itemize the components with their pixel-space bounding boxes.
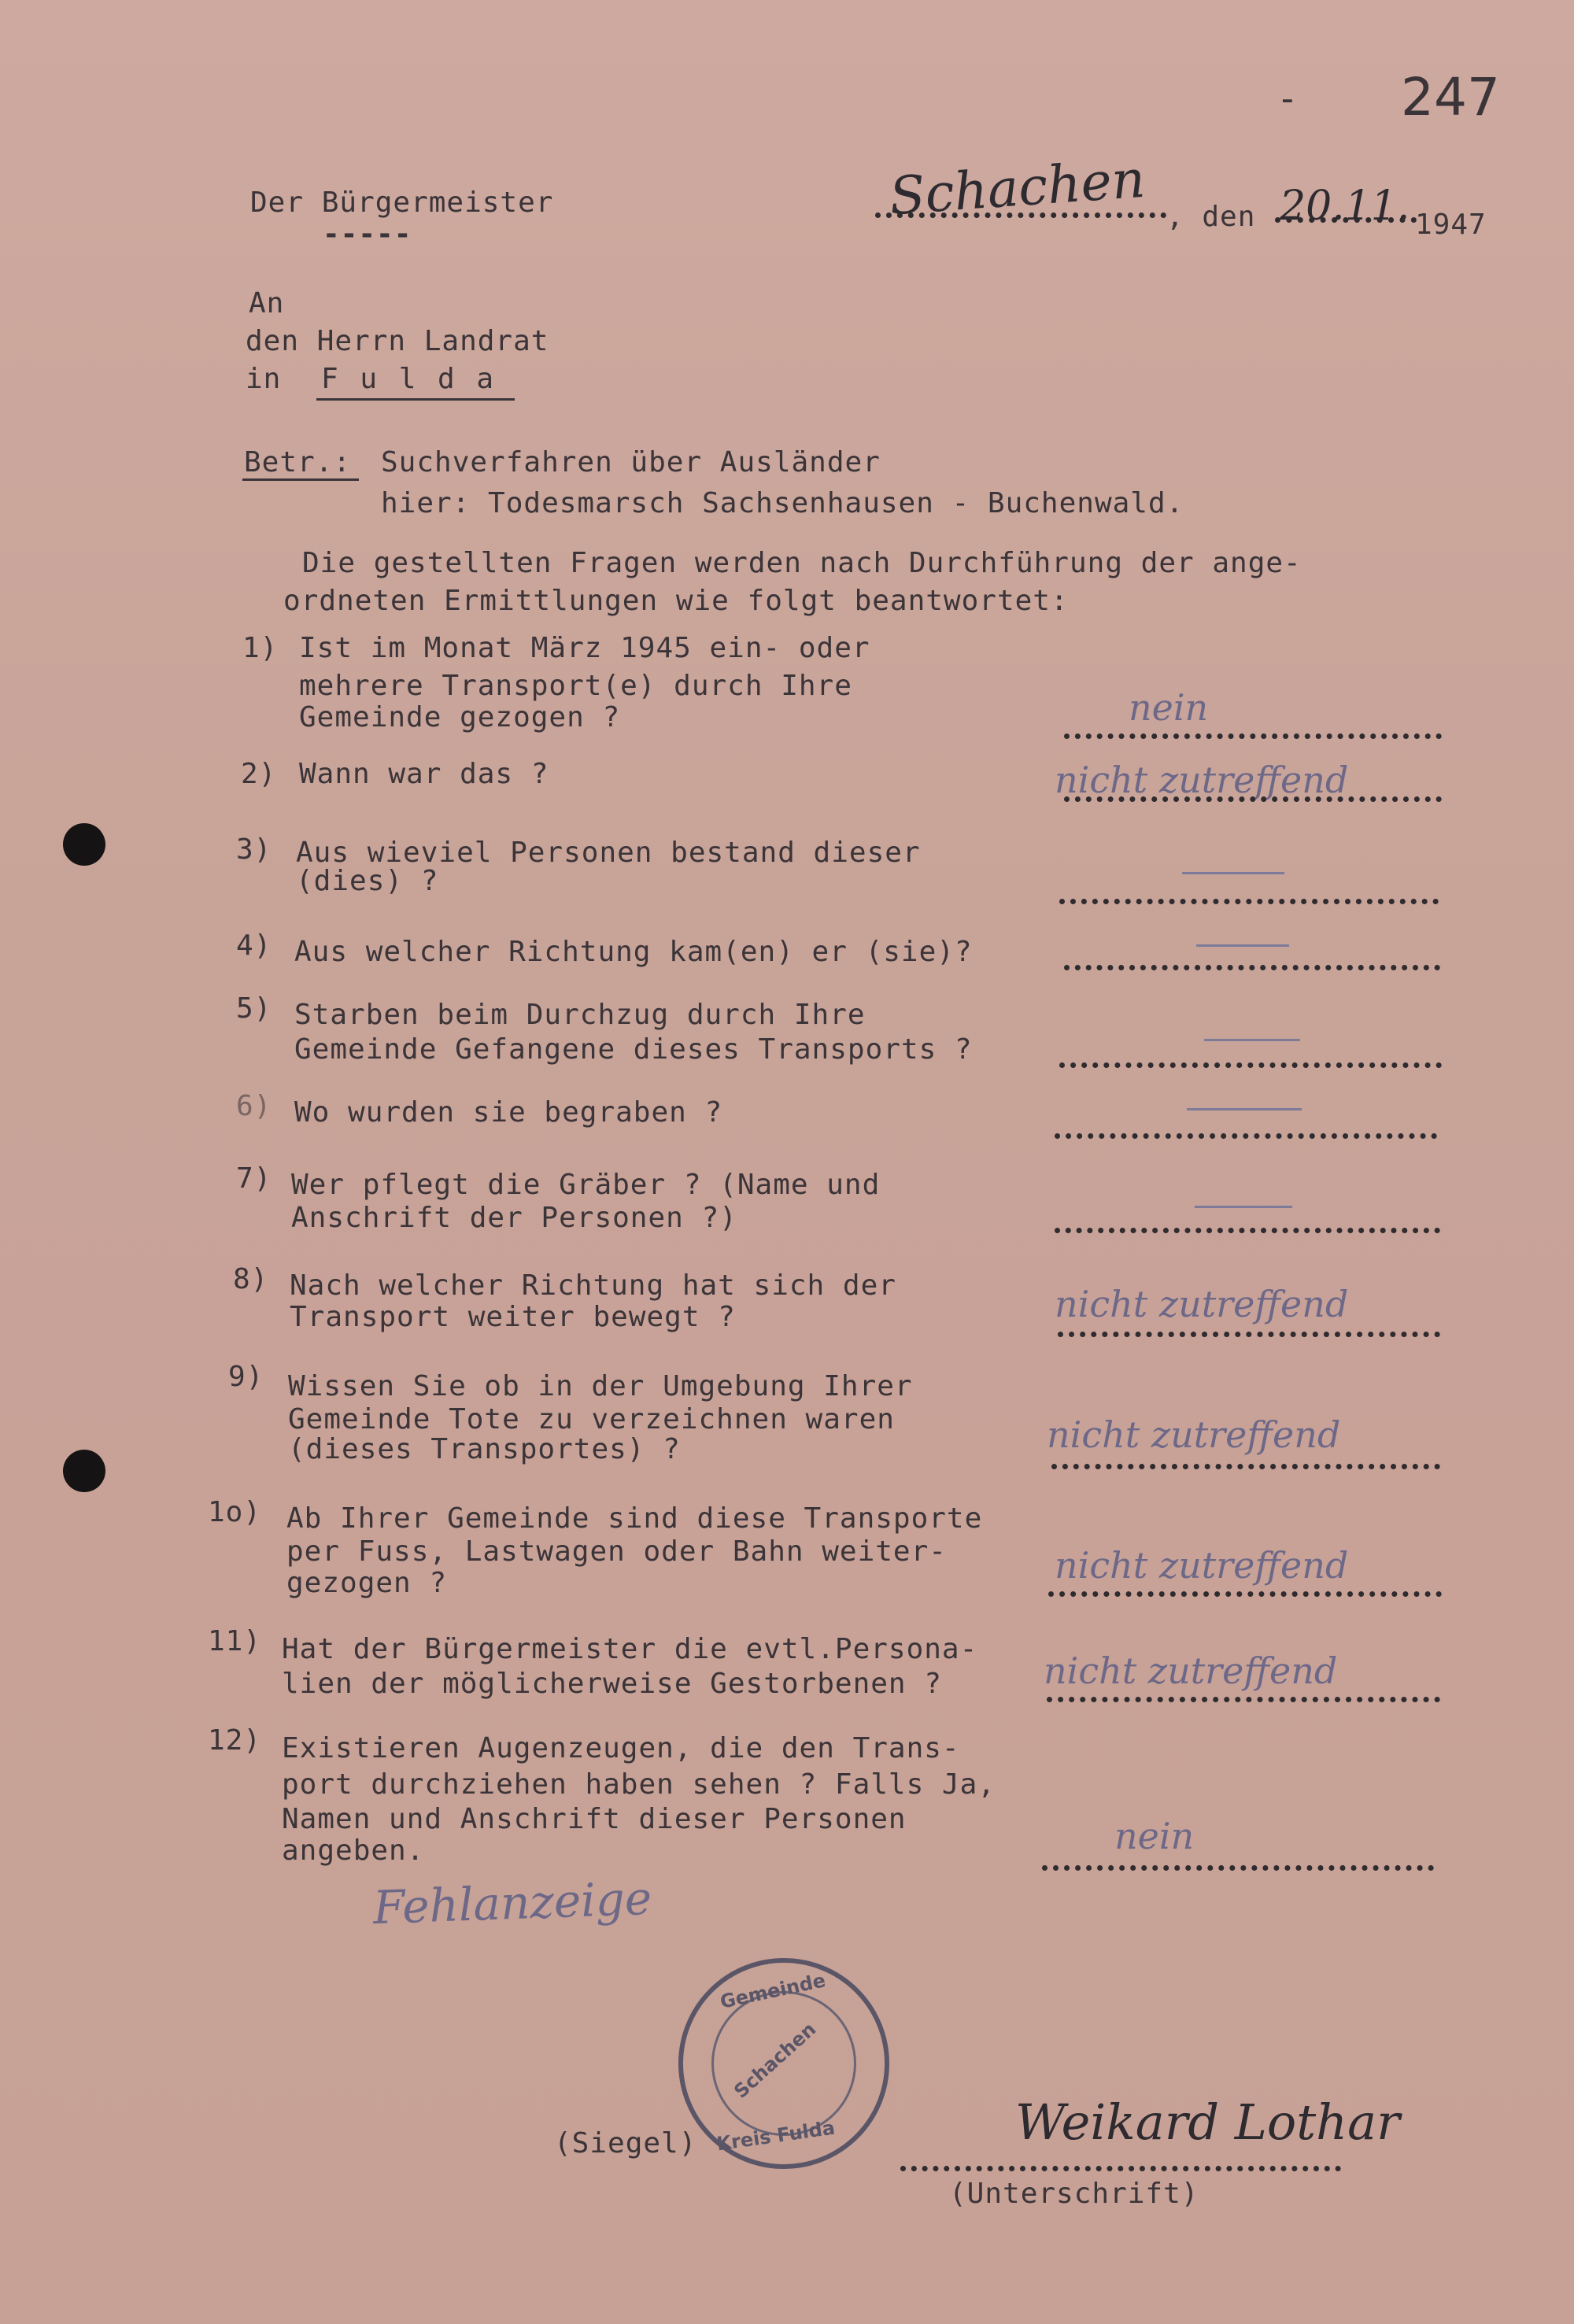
question-number: 11) xyxy=(208,1625,262,1657)
seal-text-center: Schachen xyxy=(730,2018,821,2103)
answer-dotted-line xyxy=(1051,1464,1440,1469)
answer-dotted-line xyxy=(1047,1697,1440,1702)
address-line-3-prefix: in xyxy=(246,363,282,395)
answer-dotted-line xyxy=(1064,733,1442,739)
question-line: Wann war das ? xyxy=(299,758,549,790)
question-line: Transport weiter bewegt ? xyxy=(290,1301,736,1333)
question-line: Wissen Sie ob in der Umgebung Ihrer xyxy=(288,1370,913,1402)
question-line: Ab Ihrer Gemeinde sind diese Transporte xyxy=(286,1502,983,1535)
address-line-2: den Herrn Landrat xyxy=(246,325,549,357)
municipal-seal xyxy=(678,1958,889,2169)
page-number: 247 xyxy=(1401,67,1500,127)
question-line: Ist im Monat März 1945 ein- oder xyxy=(299,632,870,664)
subject-line-2: hier: Todesmarsch Sachsenhausen - Buchenwald. xyxy=(381,487,1184,519)
intro-line-1: Die gestellten Fragen werden nach Durchführung der ange- xyxy=(302,547,1302,579)
answer-dotted-line xyxy=(1058,1332,1440,1337)
sender-underline: ----- xyxy=(323,218,412,250)
question-line: lien der möglicherweise Gestorbenen ? xyxy=(282,1668,942,1700)
signature-dotted-line xyxy=(900,2166,1341,2171)
question-line: gezogen ? xyxy=(286,1567,448,1599)
fehlanzeige-handwritten: Fehlanzeige xyxy=(371,1871,653,1935)
question-line: Nach welcher Richtung hat sich der xyxy=(290,1269,896,1302)
question-number: 2) xyxy=(241,758,277,790)
question-line: Starben beim Durchzug durch Ihre xyxy=(294,999,866,1031)
question-line: angeben. xyxy=(282,1834,425,1867)
date-dotted-line xyxy=(1275,217,1417,223)
seal-text-top: Gemeinde xyxy=(718,1969,828,2013)
question-line: Gemeinde Tote zu verzeichnen waren xyxy=(288,1403,895,1435)
question-line: Wo wurden sie begraben ? xyxy=(294,1096,723,1129)
place-dotted-line xyxy=(875,212,1166,218)
question-line: Hat der Bürgermeister die evtl.Persona- xyxy=(282,1633,978,1665)
answer-handwritten: nicht zutreffend xyxy=(1047,1413,1341,1456)
sender: Der Bürgermeister xyxy=(250,187,554,219)
question-number: 7) xyxy=(236,1162,272,1195)
answer-dotted-line xyxy=(1055,1133,1437,1139)
year: 1947 xyxy=(1415,209,1487,241)
answer-dotted-line xyxy=(1048,1591,1442,1597)
answer-dotted-line xyxy=(1042,1865,1434,1871)
question-number: 12) xyxy=(208,1724,262,1757)
date-prefix: , den xyxy=(1166,201,1256,233)
subject-label-underline xyxy=(242,478,359,481)
signature-handwritten: Weikard Lothar xyxy=(1015,2093,1400,2151)
question-number: 1o) xyxy=(208,1496,262,1528)
question-number: 1) xyxy=(242,632,279,664)
city-underline xyxy=(316,398,515,401)
question-line: per Fuss, Lastwagen oder Bahn weiter- xyxy=(286,1535,947,1568)
question-line: Wer pflegt die Gräber ? (Name und xyxy=(291,1169,881,1201)
answer-dotted-line xyxy=(1055,1228,1440,1233)
seal-text-bottom: Kreis Fulda xyxy=(715,2116,837,2156)
question-number: 5) xyxy=(236,992,272,1025)
answer-dash xyxy=(1195,1206,1292,1208)
signature-label: (Unterschrift) xyxy=(949,2178,1199,2210)
subject-line-1: Suchverfahren über Ausländer xyxy=(381,446,881,478)
punch-hole xyxy=(63,1450,105,1492)
subject-label: Betr.: xyxy=(244,446,352,478)
answer-handwritten: nicht zutreffend xyxy=(1055,1544,1349,1587)
answer-dash xyxy=(1204,1039,1300,1041)
question-line: Gemeinde Gefangene dieses Transports ? xyxy=(294,1033,973,1066)
question-number: 3) xyxy=(236,833,272,866)
answer-dotted-line xyxy=(1064,965,1440,970)
punch-hole xyxy=(63,823,105,866)
question-line: Aus wieviel Personen bestand dieser xyxy=(296,837,921,869)
question-number: 4) xyxy=(236,929,272,962)
question-line: port durchziehen haben sehen ? Falls Ja, xyxy=(282,1768,996,1801)
question-number: 8) xyxy=(233,1263,269,1295)
answer-dotted-line xyxy=(1064,796,1442,802)
question-line: Namen und Anschrift dieser Personen xyxy=(282,1803,907,1835)
answer-dash xyxy=(1196,944,1289,947)
answer-handwritten: nicht zutreffend xyxy=(1044,1650,1338,1692)
answer-handwritten: nein xyxy=(1114,1815,1195,1857)
place-handwritten: Schachen xyxy=(887,148,1147,227)
question-line: Anschrift der Personen ?) xyxy=(291,1202,737,1234)
question-line: Existieren Augenzeugen, die den Trans- xyxy=(282,1732,960,1764)
question-line: (dies) ? xyxy=(296,865,439,897)
answer-handwritten: nicht zutreffend xyxy=(1055,759,1349,801)
question-line: mehrere Transport(e) durch Ihre xyxy=(299,670,852,702)
question-number: 9) xyxy=(228,1361,264,1393)
seal-label: (Siegel) xyxy=(554,2127,697,2160)
page-number-mark: - xyxy=(1277,77,1299,120)
answer-dash xyxy=(1187,1108,1302,1110)
address-city: F u l d a xyxy=(321,363,497,395)
question-line: Aus welcher Richtung kam(en) er (sie)? xyxy=(294,936,973,968)
question-line: Gemeinde gezogen ? xyxy=(299,701,621,733)
answer-dotted-line xyxy=(1059,1062,1442,1068)
intro-line-2: ordneten Ermittlungen wie folgt beantwortet: xyxy=(283,585,1069,617)
date-handwritten: 20.11. xyxy=(1280,183,1410,230)
answer-dash xyxy=(1182,872,1284,874)
answer-handwritten: nicht zutreffend xyxy=(1055,1283,1349,1325)
answer-handwritten: nein xyxy=(1129,686,1209,729)
question-number: 6) xyxy=(236,1090,272,1122)
answer-dotted-line xyxy=(1059,899,1439,904)
question-line: (dieses Transportes) ? xyxy=(288,1433,681,1465)
address-line-1: An xyxy=(249,287,285,320)
